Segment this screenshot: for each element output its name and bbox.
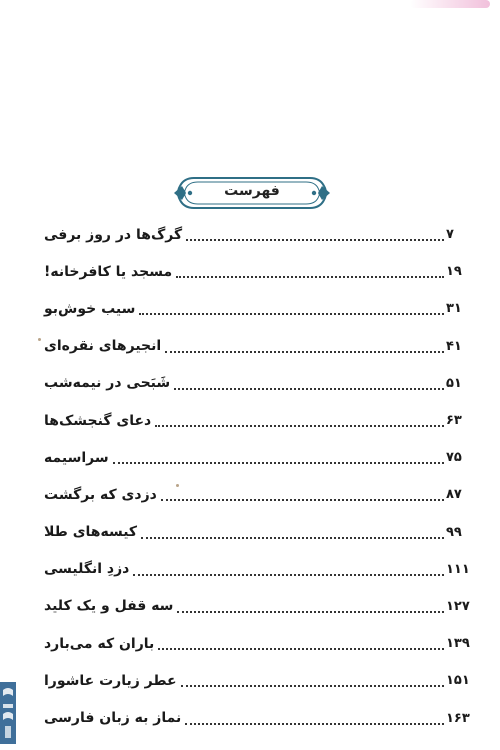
toc-entry-page: ۱۱۱ xyxy=(446,561,470,577)
toc-entry-title: باران که می‌بارد xyxy=(44,635,155,652)
dot-leader xyxy=(139,312,444,315)
toc-entry[interactable] xyxy=(40,514,470,551)
toc-entry[interactable] xyxy=(40,253,470,290)
dot-leader xyxy=(176,275,444,278)
page-title: فهرست xyxy=(224,183,280,199)
toc-entry[interactable] xyxy=(40,439,470,476)
toc-entry-page: ۴۱ xyxy=(446,338,462,354)
dot-leader xyxy=(177,610,444,613)
toc-entry[interactable] xyxy=(40,328,470,365)
toc-entry-title: گرگ‌ها در روز برفی xyxy=(44,226,183,243)
toc-entry-page: ۷ xyxy=(446,227,454,243)
toc-entry-title: سراسیمه xyxy=(44,449,109,466)
dot-leader xyxy=(165,350,444,353)
toc-entry[interactable] xyxy=(40,625,470,662)
toc-entry-page: ۱۲۷ xyxy=(446,598,470,614)
toc-entry-page: ۱۳۹ xyxy=(446,636,470,652)
toc-entry-page: ۱۵۱ xyxy=(446,673,470,689)
paper-speck xyxy=(176,484,179,487)
toc-entry[interactable] xyxy=(40,551,470,588)
toc-entry-title: نماز به زبان فارسی xyxy=(44,710,182,727)
toc-entry-page: ۶۳ xyxy=(446,413,462,429)
dot-leader xyxy=(155,424,444,427)
dot-leader xyxy=(161,498,444,501)
dot-leader xyxy=(141,536,444,539)
toc-entry[interactable] xyxy=(40,365,470,402)
publisher-logo-icon xyxy=(0,682,16,744)
toc-entry-title: سه قفل و یک کلید xyxy=(44,598,174,615)
toc-entry-page: ۱۹ xyxy=(446,264,462,280)
toc-entry-title: شَبَحی در نیمه‌شب xyxy=(44,375,171,392)
dot-leader xyxy=(133,573,444,576)
dot-leader xyxy=(186,238,444,241)
dot-leader xyxy=(174,387,444,390)
dot-leader xyxy=(113,461,444,464)
toc-entry-page: ۸۷ xyxy=(446,487,462,503)
toc-entry[interactable] xyxy=(40,216,470,253)
toc-entry[interactable] xyxy=(40,476,470,513)
toc-entry[interactable] xyxy=(40,662,470,699)
paper-speck xyxy=(38,338,41,341)
toc-entry[interactable] xyxy=(40,588,470,625)
toc-entry-page: ۳۱ xyxy=(446,301,462,317)
toc-entry-title: مسجد یا کافرخانه! xyxy=(44,263,173,280)
toc-entry[interactable] xyxy=(40,402,470,439)
toc-entry-page: ۵۱ xyxy=(446,375,462,391)
toc-entry-page: ۹۹ xyxy=(446,524,462,540)
table-of-contents xyxy=(40,216,470,737)
toc-heading-frame xyxy=(172,174,332,212)
toc-entry-title: عطر زیارت عاشورا xyxy=(44,672,177,689)
dot-leader xyxy=(185,722,444,725)
toc-entry-title: انجیرهای نقره‌ای xyxy=(44,338,162,355)
toc-entry-title: دزدی که برگشت xyxy=(44,486,157,503)
dot-leader xyxy=(181,684,444,687)
toc-entry-title: سیب خوش‌بو xyxy=(44,300,136,317)
toc-entry[interactable] xyxy=(40,699,470,736)
dot-leader xyxy=(158,647,444,650)
toc-entry-page: ۱۶۳ xyxy=(446,710,470,726)
toc-entry-page: ۷۵ xyxy=(446,450,462,466)
toc-entry-title: دزدِ انگلیسی xyxy=(44,561,130,578)
toc-entry-title: دعای گنجشک‌ها xyxy=(44,412,152,429)
page-edge-smudge xyxy=(410,0,490,8)
toc-entry-title: کیسه‌های طلا xyxy=(44,524,138,541)
toc-entry[interactable] xyxy=(40,290,470,327)
